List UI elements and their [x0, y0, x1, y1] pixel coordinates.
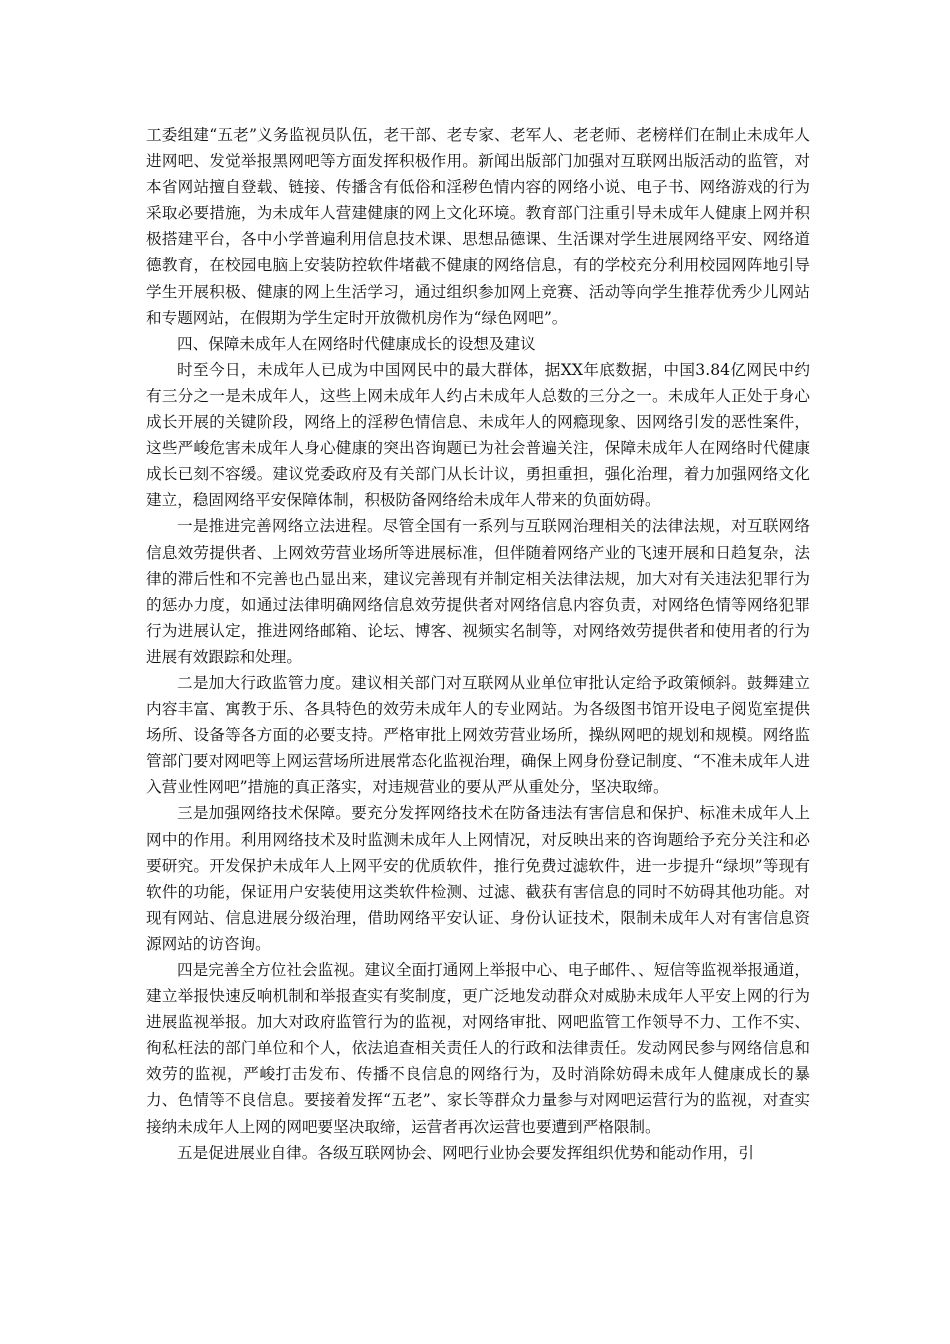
paragraph-point-1: 一是推进完善网络立法进程。尽管全国有一系列与互联网治理相关的法律法规，对互联网络信息效劳提供者、上网效劳营业场所等进展标准，但伴随着网络产业的飞速开展和日趋复杂，法律的滞后性和不完善也凸显出来，建议完善现有并制定相关法律法规，加大对有关违法犯罪行为的惩办力度，如通过法律明确网络信息效劳提供者对网络信息内容负责，对网络色情等网络犯罪行为进展认定，推进网络邮箱、论坛、博客、视频实名制等，对网络效劳提供者和使用者的行为进展有效跟踪和处理。: [146, 517, 810, 666]
document-page: [146, 122, 810, 1166]
section-heading: 四、保障未成年人在网络时代健康成长的设想及建议: [177, 334, 536, 353]
paragraph-point-2: 二是加大行政监管力度。建议相关部门对互联网从业单位审批认定给予政策倾斜。鼓舞建立内容丰富、寓教于乐、各具特色的效劳未成年人的专业网站。为各级图书馆开设电子阅览室提供场所、设备等各方面的必要支持。严格审批上网效劳营业场所，操纵网吧的规划和规模。网络监管部门要对网吧等上网运营场所进展常态化监视治理，确保上网身份登记制度、“不准未成年人进入营业性网吧”措施的真正落实，对违规营业的要从严从重处分，坚决取缔。: [146, 673, 810, 797]
paragraph-point-3: 三是加强网络技术保障。要充分发挥网络技术在防备违法有害信息和保护、标准未成年人上网中的作用。利用网络技术及时监测未成年人上网情况，对反映出来的咨询题给予充分关注和必要研究。开发保护未成年人上网平安的优质软件，推行免费过滤软件，进一步提升“绿坝”等现有软件的功能，保证用户安装使用这类软件检测、过滤、截获有害信息的同时不妨碍其他功能。对现有网站、信息进展分级治理，借助网络平安认证、身份认证技术，限制未成年人对有害信息资源网站的访咨询。: [146, 804, 810, 953]
paragraph-point-4: 四是完善全方位社会监视。建议全面打通网上举报中心、电子邮件、、短信等监视举报通道，建立举报快速反响机制和举报查实有奖制度，更广泛地发动群众对威胁未成年人平安上网的行为进展监视举报。加大对政府监管行为的监视，对网络审批、网吧监管工作领导不力、工作不实、徇私枉法的部门单位和个人，依法追查相关责任人的行政和法律责任。发动网民参与网络信息和效劳的监视，严峻打击发布、传播不良信息的网络行为，及时消除妨碍未成年人健康成长的暴力、色情等不良信息。要接着发挥“五老”、家长等群众力量参与对网吧运营行为的监视，对查实接纳未成年人上网的网吧要坚决取缔，运营者再次运营也要遭到严格限制。: [146, 961, 810, 1136]
paragraph-intro: 时至今日，未成年人已成为中国网民中的最大群体，据XX年底数据，中国3.84亿网民中约有三分之一是未成年人，这些上网未成年人约占未成年人总数的三分之一。未成年人正处于身心成长开展的关键阶段，网络上的淫秽色情信息、未成年人的网瘾现象、因网络引发的恶性案件，这些严峻危害未成年人身心健康的突出咨询题已为社会普遍关注，保障未成年人在网络时代健康成长已刻不容缓。建议党委政府及有关部门从长计议，勇担重担，强化治理，着力加强网络文化建立，稳固网络平安保障体制，积极防备网络给未成年人带来的负面妨碍。: [146, 360, 810, 510]
paragraph-continuation: 工委组建“五老”义务监视员队伍，老干部、老专家、老军人、老老师、老榜样们在制止未成年人进网吧、发觉举报黑网吧等方面发挥积极作用。新闻出版部门加强对互联网出版活动的监管，对本省网站擅自登载、链接、传播含有低俗和淫秽色情内容的网络小说、电子书、网络游戏的行为采取必要措施，为未成年人营建健康的网上文化环境。教育部门注重引导未成年人健康上网并积极搭建平台，各中小学普遍利用信息技术课、思想品德课、生活课对学生进展网络平安、网络道德教育，在校园电脑上安装防控软件堵截不健康的网络信息，有的学校充分利用校园网阵地引导学生开展积极、健康的网上生活学习，通过组织参加网上竞赛、活动等向学生推荐优秀少儿网站和专题网站，在假期为学生定时开放微机房作为“绿色网吧”。: [146, 126, 810, 327]
paragraph-point-5: 五是促进展业自律。各级互联网协会、网吧行业协会要发挥组织优势和能动作用，引: [177, 1143, 754, 1162]
